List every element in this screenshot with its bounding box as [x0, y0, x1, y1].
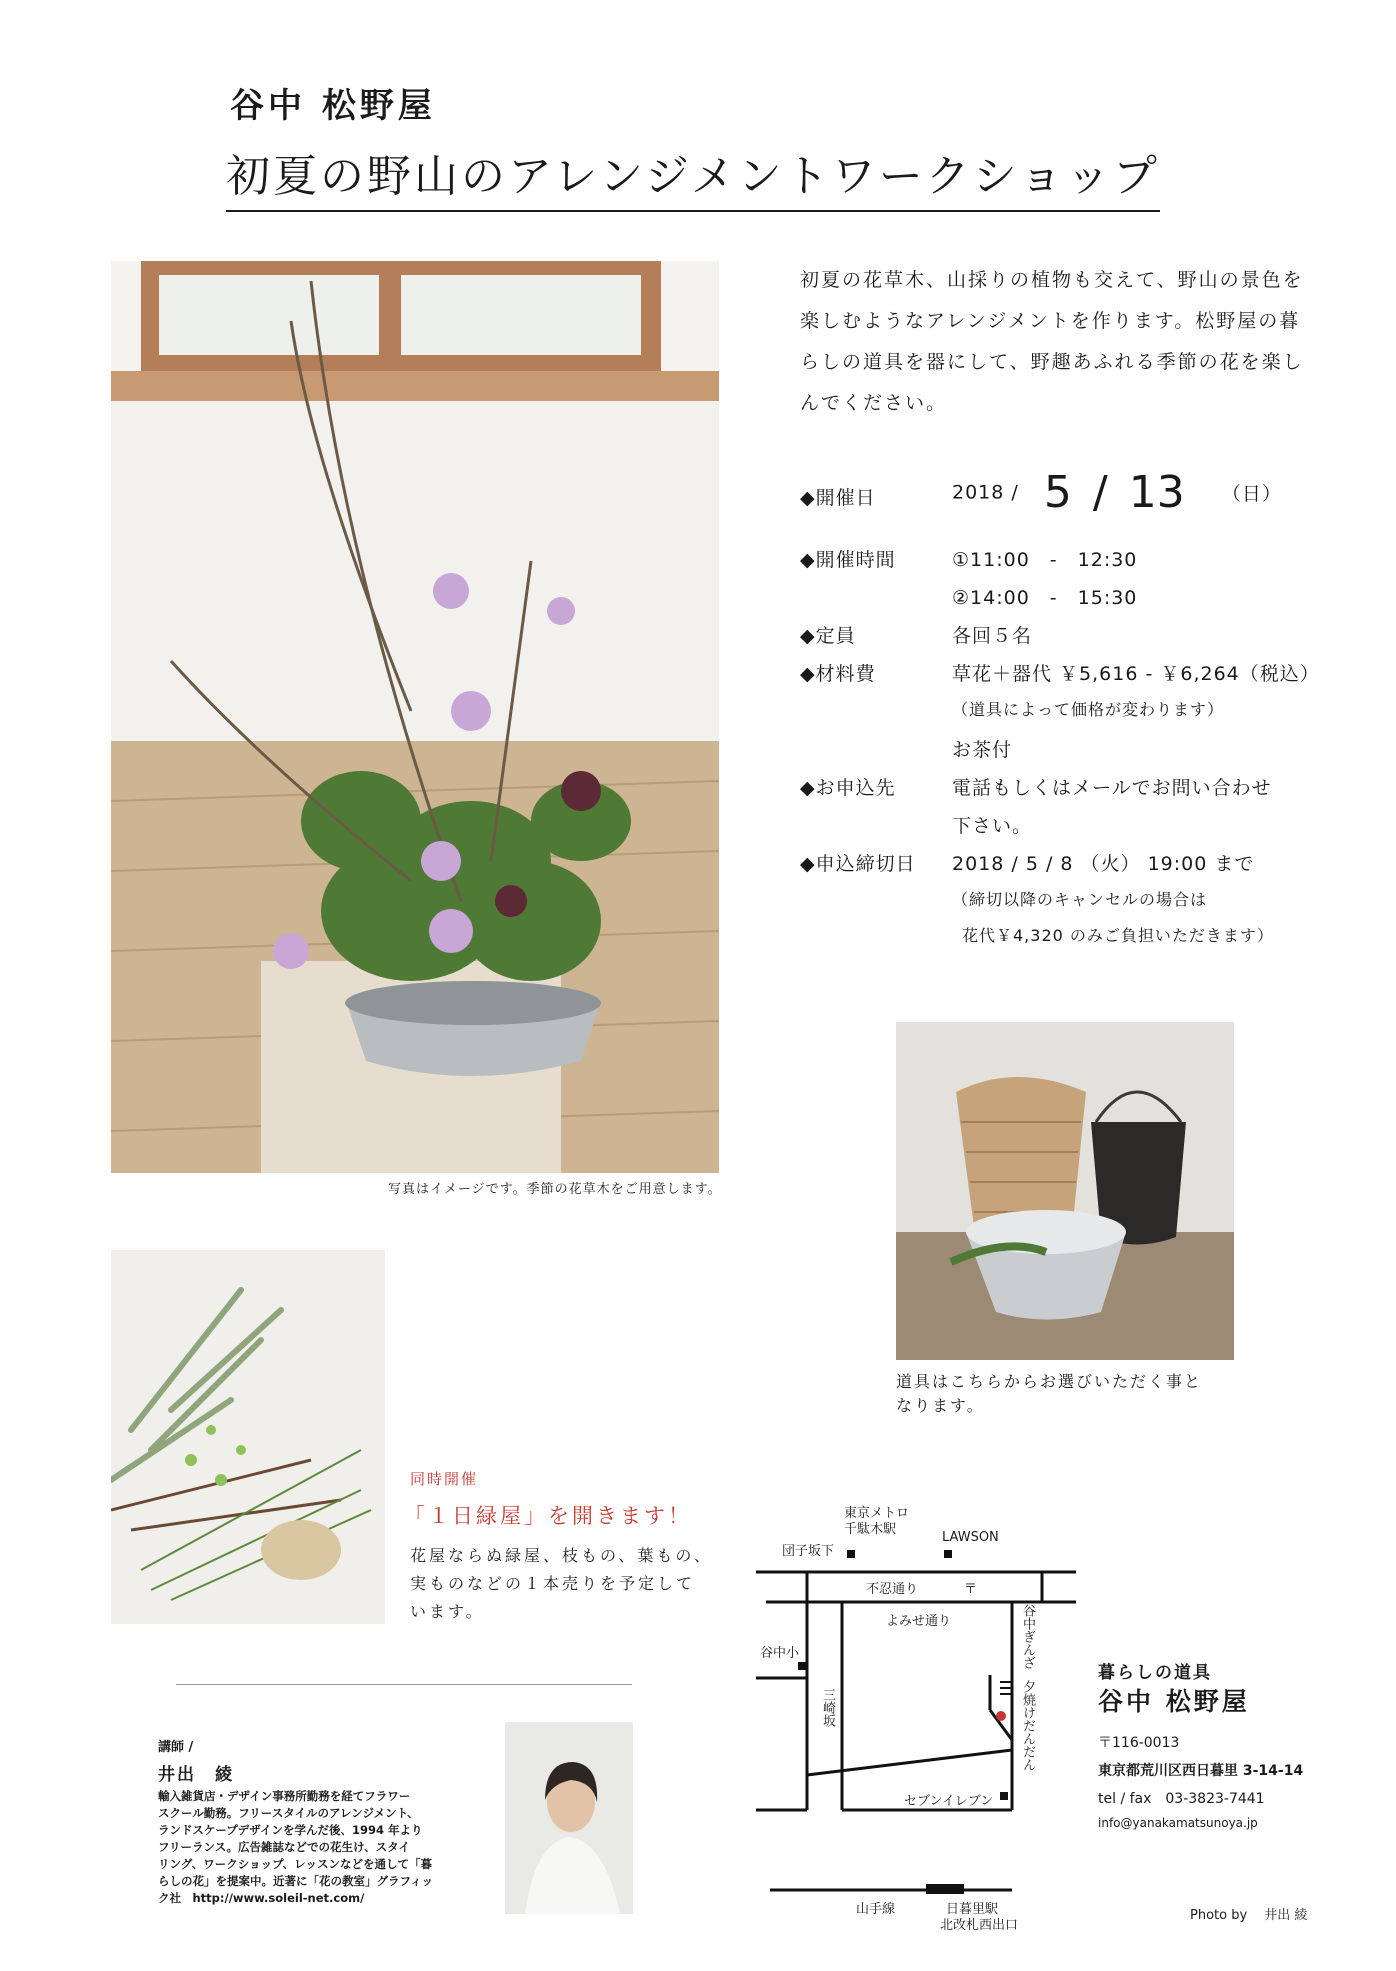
capacity-value: 各回５名: [952, 625, 1033, 647]
tools-photo: [896, 1022, 1234, 1360]
side-event-headline: 「１日緑屋」を開きます！: [404, 1504, 692, 1528]
bio-line-6: らしの花」を提案中。近著に「花の教室」グラフィッ: [158, 1874, 434, 1888]
time-label: ◆開催時間: [800, 549, 896, 571]
section-divider: [176, 1684, 632, 1685]
tools-caption-line-1: 道具はこちらからお選びいただく事と: [896, 1372, 1203, 1391]
map-shinobazu: 不忍通り: [866, 1582, 919, 1597]
shop-address: 東京都荒川区西日暮里 3-14-14: [1098, 1763, 1304, 1779]
fee-extra: お茶付: [952, 739, 1013, 761]
greenery-photo: [111, 1250, 385, 1624]
time-slot-1: ①11:00 - 12:30: [952, 549, 1138, 571]
main-photo-caption: 写真はイメージです。季節の花草木をご用意します。: [388, 1182, 722, 1197]
access-map: [756, 1506, 1100, 1933]
cancel-note-2: 花代￥4,320 のみご負担いただきます）: [962, 926, 1274, 945]
shop-tel: tel / fax 03-3823-7441: [1098, 1791, 1265, 1807]
bio-line-5: リング、ワークショップ、レッスンなどを通して「暮: [158, 1857, 433, 1871]
date-year: 2018 /: [952, 481, 1019, 504]
brand-name: 谷中 松野屋: [230, 86, 436, 126]
page-title: 初夏の野山のアレンジメントワークショップ: [226, 140, 1160, 212]
intro-paragraph: 初夏の花草木、山採りの植物も交えて、野山の景色を楽しむようなアレンジメントを作ります。松野屋の暮らしの道具を器にして、野趣あふれる季節の花を楽しんでください。: [800, 269, 1304, 414]
deadline-label: ◆申込締切日: [800, 853, 916, 875]
cancel-note-1: （締切以降のキャンセルの場合は: [952, 890, 1208, 909]
instructor-bio: [158, 1788, 433, 1907]
instructor-name: 井出 綾: [158, 1765, 234, 1785]
bio-line-4: フリーランス。広告雑誌などでの花生け、スタイ: [158, 1840, 410, 1854]
date-separator: /: [1092, 467, 1108, 518]
map-yomise: よみせ通り: [886, 1614, 952, 1629]
deadline-value: 2018 / 5 / 8 （火） 19:00 まで: [952, 853, 1255, 875]
bio-line-7: ク社 http://www.soleil-net.com/: [158, 1891, 365, 1905]
apply-line-2: 下さい。: [952, 815, 1033, 837]
date-label: ◆開催日: [800, 487, 876, 509]
bio-line-1: 輸入雑貨店・デザイン事務所勤務を経てフラワー: [158, 1789, 411, 1803]
apply-label: ◆お申込先: [800, 777, 896, 799]
photo-credit: Photo by 井出 綾: [1190, 1908, 1308, 1923]
side-event-body: [410, 1542, 713, 1626]
capacity-label: ◆定員: [800, 625, 856, 647]
side-event-tag: 同時開催: [410, 1470, 479, 1488]
shop-email[interactable]: info@yanakamatsunoya.jp: [1098, 1816, 1258, 1830]
side-event-body-line-3: います。: [410, 1602, 485, 1621]
map-misaki-zaka: 三崎坂: [820, 1688, 835, 1727]
date-weekday: （日）: [1221, 483, 1282, 505]
bio-line-2: スクール勤務。フリースタイルのアレンジメント、: [158, 1806, 419, 1820]
map-metro-station: 千駄木駅: [844, 1522, 897, 1537]
map-lawson: LAWSON: [942, 1530, 999, 1545]
side-event-body-line-2: 実ものなどの１本売りを予定して: [410, 1574, 696, 1593]
shop-zip: 〒116-0013: [1098, 1735, 1180, 1751]
instructor-portrait: [505, 1722, 633, 1914]
fee-value: 草花＋器代 ￥5,616 - ￥6,264（税込）: [952, 663, 1320, 685]
date-day: 13: [1128, 467, 1185, 518]
map-seven-eleven: セブンイレブン: [904, 1794, 994, 1809]
apply-line-1: 電話もしくはメールでお問い合わせ: [952, 777, 1272, 799]
map-yuyake-dandan: 夕焼けだんだん: [1020, 1680, 1035, 1771]
map-yanaka-ginza: 谷中ぎんざ: [1020, 1604, 1035, 1669]
map-station-exit: 北改札西出口: [940, 1918, 1019, 1933]
tools-caption: [896, 1370, 1202, 1418]
map-dangozaka: 団子坂下: [782, 1544, 835, 1559]
map-yamanote: 山手線: [856, 1902, 896, 1917]
map-metro-label: 東京メトロ: [844, 1506, 910, 1521]
map-post-office: 〒: [964, 1582, 978, 1597]
map-yanaka-school: 谷中小: [760, 1646, 800, 1661]
fee-label: ◆材料費: [800, 663, 876, 685]
map-station-name: 日暮里駅: [946, 1902, 999, 1917]
tools-caption-line-2: なります。: [896, 1396, 985, 1415]
date-month: 5: [1043, 467, 1072, 518]
map-roads: [756, 1510, 1100, 1930]
time-slot-2: ②14:00 - 15:30: [952, 587, 1138, 609]
shop-tagline: 暮らしの道具: [1098, 1663, 1212, 1683]
shop-name: 谷中 松野屋: [1098, 1687, 1250, 1716]
fee-note: （道具によって価格が変わります）: [952, 700, 1225, 719]
bio-line-3: ランドスケープデザインを学んだ後、1994 年より: [158, 1823, 423, 1837]
side-event-body-line-1: 花屋ならぬ緑屋、枝もの、葉もの、: [410, 1546, 713, 1565]
main-arrangement-photo: [111, 261, 719, 1173]
instructor-label: 講師 /: [158, 1740, 194, 1755]
